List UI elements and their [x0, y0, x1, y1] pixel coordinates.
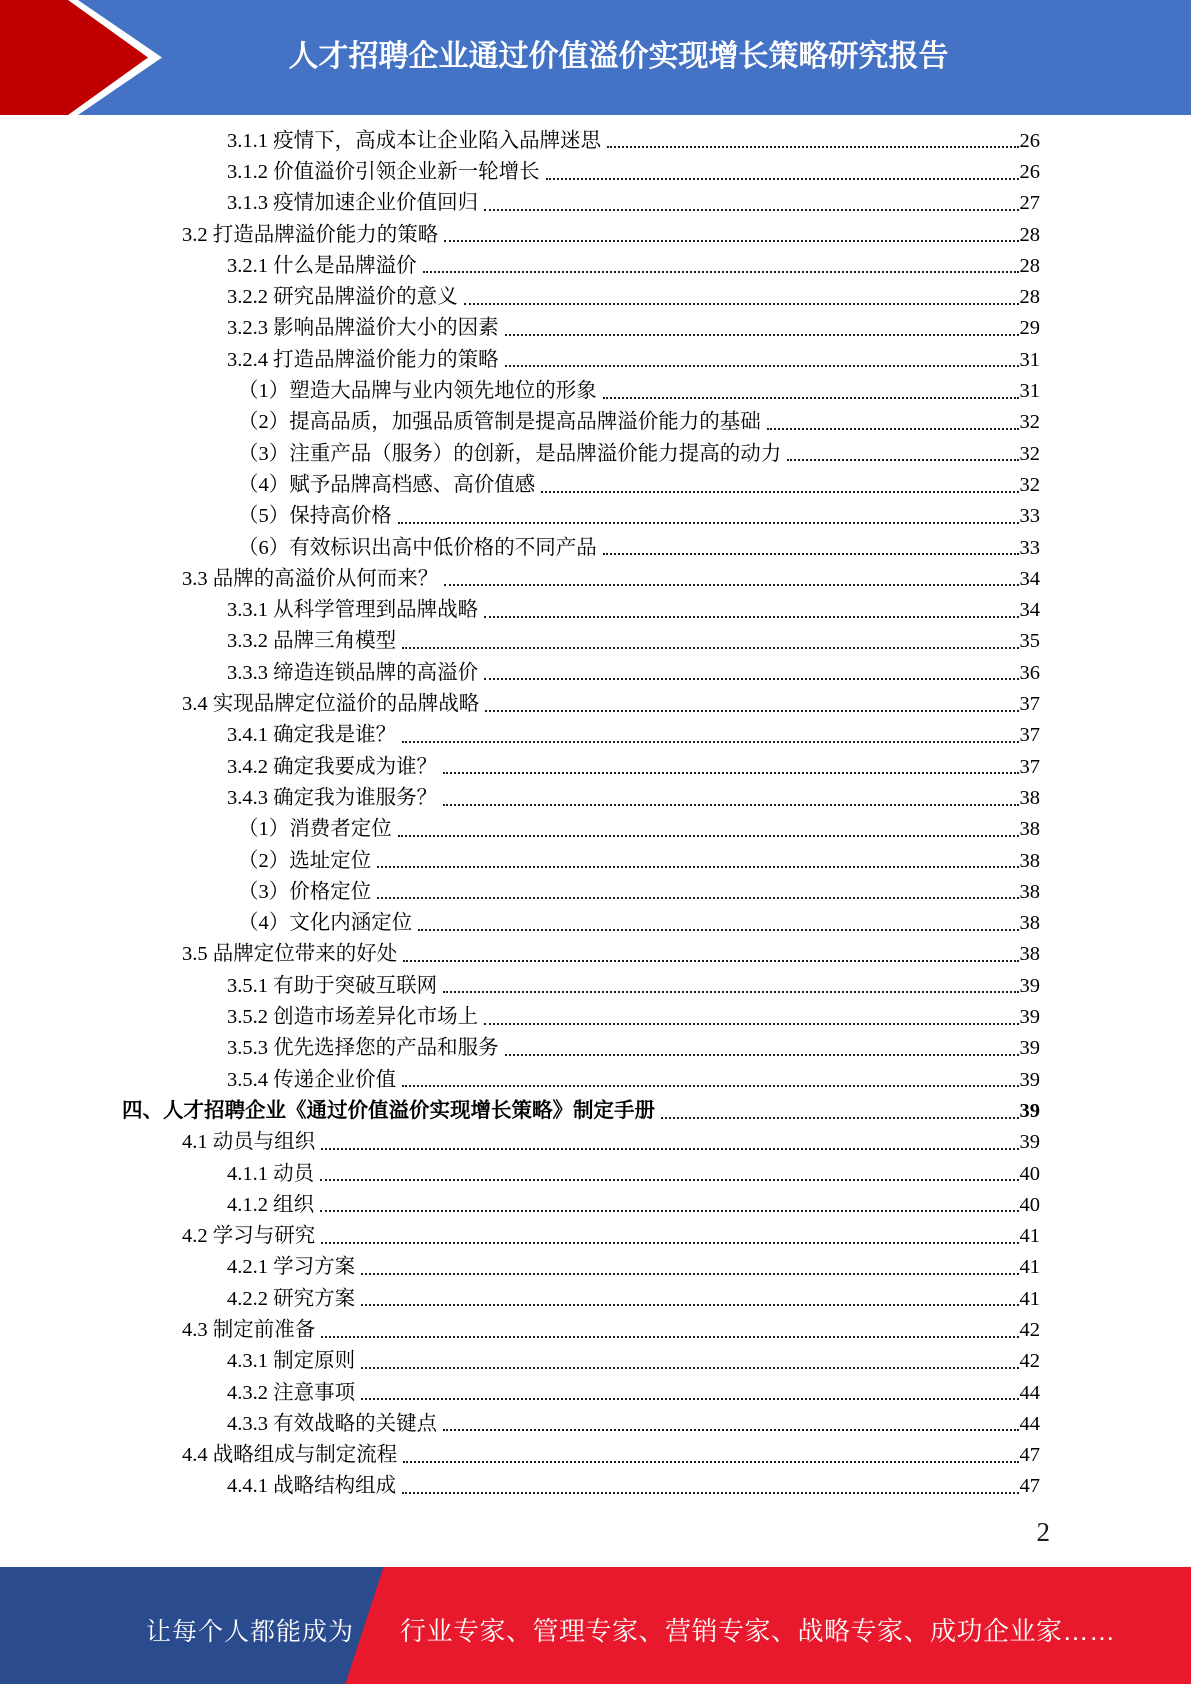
- toc-entry-label: 4.3 制定前准备: [182, 1318, 316, 1341]
- table-of-contents: [0, 122, 1191, 1499]
- toc-dotted-leader: [443, 804, 1018, 806]
- toc-entry-label: 3.4.3 确定我为谁服务？: [227, 786, 438, 809]
- toc-entry-page: 39: [1019, 1131, 1040, 1154]
- toc-entry-label: 3.3.2 品牌三角模型: [227, 630, 397, 653]
- toc-entry-page: 47: [1019, 1475, 1040, 1498]
- toc-entry-page: 29: [1019, 317, 1040, 340]
- toc-entry: [0, 341, 1191, 372]
- toc-entry: [0, 247, 1191, 278]
- toc-entry: [0, 372, 1191, 403]
- toc-entry-label: （3）价格定位: [238, 880, 372, 903]
- toc-entry: [0, 1343, 1191, 1374]
- toc-dotted-leader: [403, 960, 1018, 962]
- toc-entry: [0, 1311, 1191, 1342]
- toc-entry: [0, 466, 1191, 497]
- toc-entry-page: 28: [1019, 223, 1040, 246]
- toc-dotted-leader: [485, 710, 1018, 712]
- toc-entry-label: （4）赋予品牌高档感、高价值感: [238, 473, 536, 496]
- toc-entry: [0, 591, 1191, 622]
- toc-entry-label: 4.4 战略组成与制定流程: [182, 1444, 398, 1467]
- toc-entry-label: 4.3.2 注意事项: [227, 1381, 356, 1404]
- toc-entry-label: 3.2.4 打造品牌溢价能力的策略: [227, 348, 499, 371]
- toc-dotted-leader: [484, 209, 1018, 211]
- toc-entry-page: 47: [1019, 1444, 1040, 1467]
- toc-dotted-leader: [484, 1023, 1018, 1025]
- toc-entry-label: 3.5.2 创造市场差异化市场上: [227, 1006, 479, 1029]
- toc-dotted-leader: [505, 334, 1019, 336]
- toc-dotted-leader: [402, 741, 1018, 743]
- toc-dotted-leader: [767, 428, 1019, 430]
- toc-entry-label: 4.1.2 组织: [227, 1193, 315, 1216]
- toc-dotted-leader: [377, 897, 1018, 899]
- toc-entry-page: 34: [1019, 599, 1040, 622]
- toc-dotted-leader: [402, 1085, 1018, 1087]
- toc-dotted-leader: [444, 240, 1018, 242]
- toc-entry: [0, 278, 1191, 309]
- toc-entry-label: 3.2.3 影响品牌溢价大小的因素: [227, 317, 499, 340]
- toc-dotted-leader: [484, 616, 1018, 618]
- toc-entry-page: 31: [1019, 380, 1040, 403]
- toc-entry-page: 38: [1019, 849, 1040, 872]
- toc-entry: [0, 842, 1191, 873]
- page-title: 人才招聘企业通过价值溢价实现增长策略研究报告: [288, 39, 949, 73]
- toc-entry-page: 40: [1019, 1162, 1040, 1185]
- toc-entry-page: 37: [1019, 755, 1040, 778]
- toc-dotted-leader: [403, 1461, 1018, 1463]
- toc-entry-label: 4.2 学习与研究: [182, 1225, 316, 1248]
- toc-entry-page: 42: [1019, 1318, 1040, 1341]
- toc-entry-page: 41: [1019, 1287, 1040, 1310]
- toc-entry-label: 3.5.3 优先选择您的产品和服务: [227, 1037, 499, 1060]
- toc-entry-label: 4.2.2 研究方案: [227, 1287, 356, 1310]
- toc-entry: [0, 1092, 1191, 1123]
- toc-entry-page: 39: [1019, 1006, 1040, 1029]
- toc-entry: [0, 623, 1191, 654]
- toc-entry-label: 4.1 动员与组织: [182, 1131, 316, 1154]
- toc-entry: [0, 153, 1191, 184]
- toc-entry: [0, 748, 1191, 779]
- toc-entry-label: 3.3 品牌的高溢价从何而来？: [182, 567, 439, 590]
- toc-entry-page: 34: [1019, 567, 1040, 590]
- toc-dotted-leader: [464, 303, 1019, 305]
- toc-entry: [0, 967, 1191, 998]
- toc-entry-page: 33: [1019, 536, 1040, 559]
- toc-entry-page: 39: [1019, 974, 1040, 997]
- toc-entry-page: 32: [1019, 473, 1040, 496]
- toc-entry-page: 41: [1019, 1256, 1040, 1279]
- toc-entry-page: 36: [1019, 661, 1040, 684]
- toc-entry-page: 41: [1019, 1225, 1040, 1248]
- toc-entry-page: 33: [1019, 505, 1040, 528]
- toc-entry: [0, 873, 1191, 904]
- toc-entry: [0, 1436, 1191, 1467]
- toc-entry-page: 44: [1019, 1381, 1040, 1404]
- toc-dotted-leader: [443, 772, 1018, 774]
- toc-entry: [0, 122, 1191, 153]
- toc-entry-page: 39: [1019, 1068, 1040, 1091]
- toc-dotted-leader: [661, 1117, 1019, 1119]
- toc-entry-label: 3.5.4 传递企业价值: [227, 1068, 397, 1091]
- toc-entry-label: 3.4 实现品牌定位溢价的品牌战略: [182, 693, 480, 716]
- toc-dotted-leader: [505, 1054, 1019, 1056]
- toc-entry: [0, 685, 1191, 716]
- toc-entry-page: 39: [1019, 1099, 1040, 1122]
- toc-entry-label: 3.5 品牌定位带来的好处: [182, 943, 398, 966]
- toc-entry: [0, 1374, 1191, 1405]
- toc-entry-page: 37: [1019, 693, 1040, 716]
- toc-entry-page: 37: [1019, 724, 1040, 747]
- toc-dotted-leader: [603, 553, 1019, 555]
- toc-entry-page: 32: [1019, 442, 1040, 465]
- toc-entry-label: （4）文化内涵定位: [238, 912, 413, 935]
- toc-entry-page: 38: [1019, 912, 1040, 935]
- toc-entry-label: 3.4.2 确定我要成为谁？: [227, 755, 438, 778]
- toc-dotted-leader: [402, 647, 1018, 649]
- toc-dotted-leader: [787, 459, 1018, 461]
- toc-entry-page: 39: [1019, 1037, 1040, 1060]
- toc-entry-label: 4.3.1 制定原则: [227, 1350, 356, 1373]
- toc-dotted-leader: [603, 397, 1019, 399]
- toc-dotted-leader: [377, 866, 1018, 868]
- toc-entry: [0, 498, 1191, 529]
- toc-dotted-leader: [418, 929, 1018, 931]
- toc-entry: [0, 1249, 1191, 1280]
- toc-entry-page: 26: [1019, 161, 1040, 183]
- toc-entry: [0, 654, 1191, 685]
- toc-entry: [0, 435, 1191, 466]
- toc-entry-label: 3.3.3 缔造连锁品牌的高溢价: [227, 661, 479, 684]
- toc-entry: [0, 998, 1191, 1029]
- toc-entry-label: 3.2.2 研究品牌溢价的意义: [227, 286, 458, 309]
- toc-dotted-leader: [423, 271, 1019, 273]
- report-header-banner: [0, 0, 1191, 115]
- toc-dotted-leader: [361, 1398, 1018, 1400]
- toc-dotted-leader: [505, 365, 1019, 367]
- toc-dotted-leader: [320, 1210, 1018, 1212]
- toc-entry-page: 27: [1019, 192, 1040, 215]
- toc-entry-page: 38: [1019, 943, 1040, 966]
- toc-entry-label: （2）提高品质，加强品质管制是提高品牌溢价能力的基础: [238, 411, 761, 434]
- toc-entry: [0, 1468, 1191, 1499]
- toc-entry: [0, 1155, 1191, 1186]
- toc-entry: [0, 1217, 1191, 1248]
- toc-entry-label: 3.4.1 确定我是谁？: [227, 724, 397, 747]
- toc-dotted-leader: [484, 678, 1018, 680]
- toc-dotted-leader: [443, 991, 1018, 993]
- toc-entry-label: （1）消费者定位: [238, 818, 392, 841]
- footer-slogan-left: 让每个人都能成为: [146, 1617, 355, 1646]
- toc-entry-page: 31: [1019, 348, 1040, 371]
- toc-dotted-leader: [320, 1179, 1018, 1181]
- toc-entry: [0, 216, 1191, 247]
- toc-entry-label: 3.1.3 疫情加速企业价值回归: [227, 192, 479, 215]
- page-footer: [0, 1567, 1191, 1684]
- toc-dotted-leader: [398, 522, 1019, 524]
- toc-entry-label: 3.3.1 从科学管理到品牌战略: [227, 599, 479, 622]
- toc-dotted-leader: [361, 1273, 1018, 1275]
- toc-dotted-leader: [321, 1336, 1018, 1338]
- toc-entry: [0, 1186, 1191, 1217]
- footer-slogan-right: 行业专家、管理专家、营销专家、战略专家、成功企业家……: [400, 1616, 1116, 1646]
- toc-entry: [0, 904, 1191, 935]
- toc-entry-page: 32: [1019, 411, 1040, 434]
- toc-dotted-leader: [321, 1148, 1018, 1150]
- toc-entry: [0, 404, 1191, 435]
- toc-entry: [0, 1280, 1191, 1311]
- toc-dotted-leader: [541, 491, 1018, 493]
- toc-entry-label: 3.5.1 有助于突破互联网: [227, 974, 438, 997]
- toc-entry: [0, 936, 1191, 967]
- toc-entry-page: 28: [1019, 286, 1040, 309]
- toc-entry-label: （6）有效标识出高中低价格的不同产品: [238, 536, 597, 559]
- toc-entry-label: 3.2 打造品牌溢价能力的策略: [182, 223, 439, 246]
- toc-dotted-leader: [402, 1492, 1018, 1494]
- toc-entry-page: 28: [1019, 254, 1040, 277]
- toc-entry-label: （1）塑造大品牌与业内领先地位的形象: [238, 380, 597, 403]
- toc-entry-label: 4.1.1 动员: [227, 1162, 315, 1185]
- toc-entry-page: 38: [1019, 880, 1040, 903]
- toc-entry-label: 四、人才招聘企业《通过价值溢价实现增长策略》制定手册: [122, 1099, 655, 1122]
- toc-entry-label: 4.3.3 有效战略的关键点: [227, 1412, 438, 1435]
- toc-entry-label: （2）选址定位: [238, 849, 372, 872]
- toc-entry-page: 38: [1019, 818, 1040, 841]
- toc-entry: [0, 717, 1191, 748]
- toc-entry: [0, 560, 1191, 591]
- toc-entry: [0, 811, 1191, 842]
- toc-entry-page: 44: [1019, 1412, 1040, 1435]
- toc-entry-page: 42: [1019, 1350, 1040, 1373]
- toc-entry-label: 3.2.1 什么是品牌溢价: [227, 254, 417, 277]
- toc-entry-page: 35: [1019, 630, 1040, 653]
- toc-entry-page: 26: [1019, 129, 1040, 152]
- toc-dotted-leader: [607, 146, 1018, 148]
- toc-entry-label: （5）保持高价格: [238, 505, 392, 528]
- toc-entry: [0, 529, 1191, 560]
- toc-entry: [0, 1124, 1191, 1155]
- toc-entry: [0, 1405, 1191, 1436]
- toc-entry: [0, 185, 1191, 216]
- toc-entry-page: 38: [1019, 786, 1040, 809]
- toc-dotted-leader: [443, 1429, 1018, 1431]
- toc-dotted-leader: [361, 1367, 1018, 1369]
- toc-dotted-leader: [398, 835, 1019, 837]
- toc-dotted-leader: [546, 178, 1019, 180]
- toc-entry-label: 4.4.1 战略结构组成: [227, 1475, 397, 1498]
- page-number: 2: [1036, 1517, 1050, 1547]
- toc-entry: [0, 1030, 1191, 1061]
- toc-entry: [0, 1061, 1191, 1092]
- toc-dotted-leader: [361, 1304, 1018, 1306]
- toc-entry-page: 40: [1019, 1193, 1040, 1216]
- toc-dotted-leader: [444, 584, 1018, 586]
- toc-entry-label: 3.1.2 价值溢价引领企业新一轮增长: [227, 161, 540, 183]
- toc-entry: [0, 310, 1191, 341]
- toc-dotted-leader: [321, 1242, 1018, 1244]
- toc-entry-label: 3.1.1 疫情下，高成本让企业陷入品牌迷思: [227, 129, 602, 152]
- toc-entry-label: （3）注重产品（服务）的创新，是品牌溢价能力提高的动力: [238, 442, 782, 465]
- toc-entry: [0, 779, 1191, 810]
- toc-entry-label: 4.2.1 学习方案: [227, 1256, 356, 1279]
